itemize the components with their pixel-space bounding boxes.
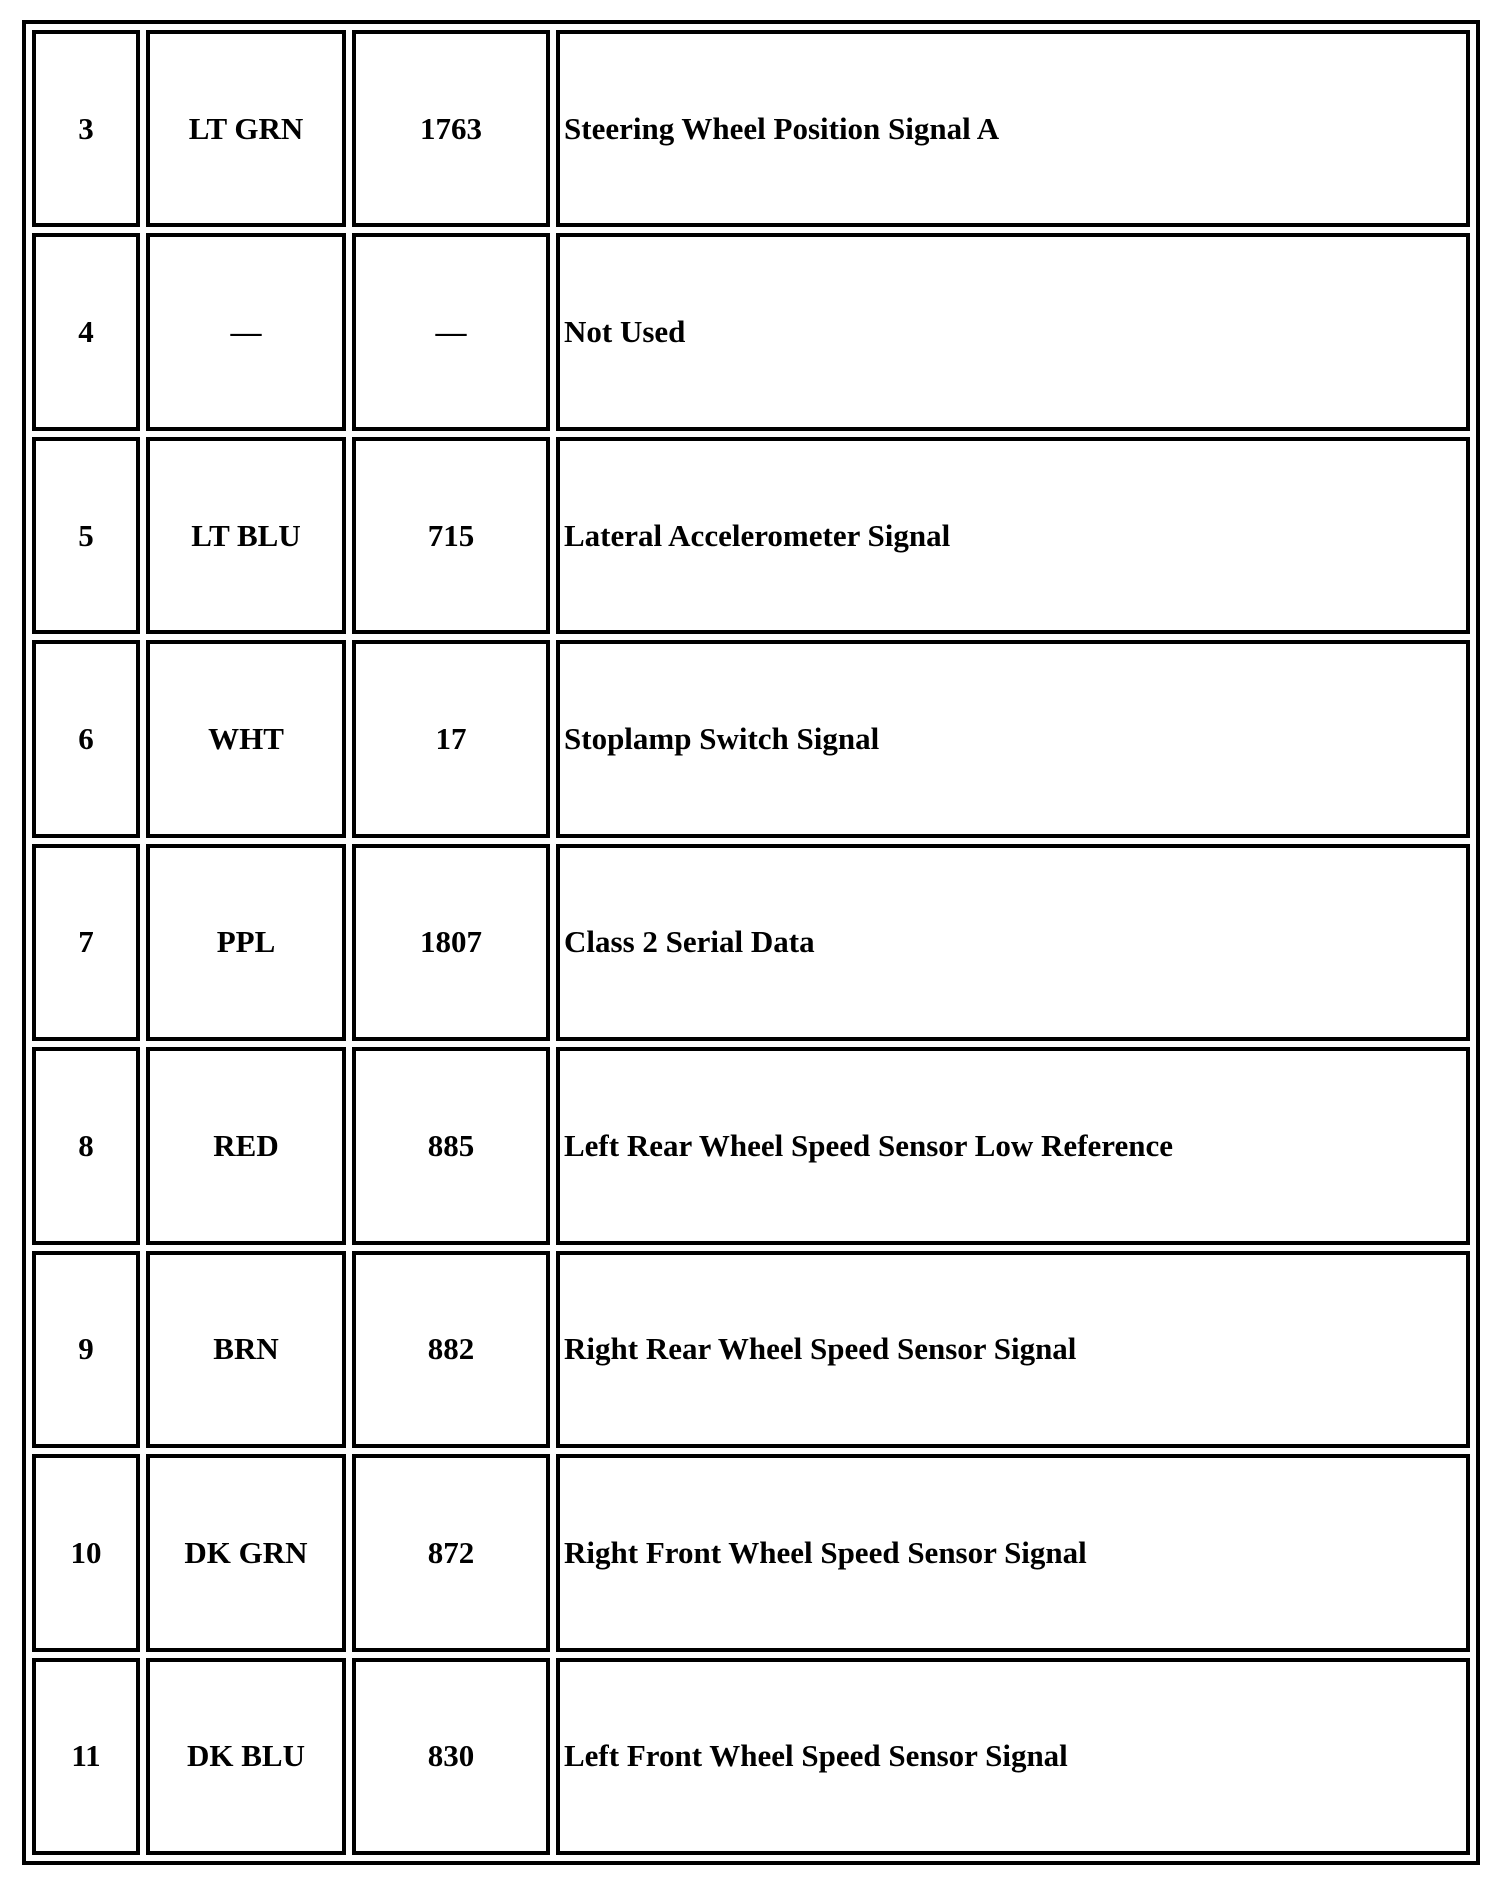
wire-color-cell: DK BLU bbox=[146, 1658, 346, 1856]
circuit-number-cell: 17 bbox=[352, 640, 550, 837]
table-row bbox=[32, 1658, 1470, 1856]
circuit-number-cell: 830 bbox=[352, 1658, 550, 1856]
function-cell: Class 2 Serial Data bbox=[556, 844, 1470, 1041]
wire-color-cell: LT BLU bbox=[146, 437, 346, 634]
circuit-number-cell: 885 bbox=[352, 1047, 550, 1244]
circuit-number-cell: 1807 bbox=[352, 844, 550, 1041]
table-row bbox=[32, 844, 1470, 1041]
wire-color-cell: RED bbox=[146, 1047, 346, 1244]
function-cell: Lateral Accelerometer Signal bbox=[556, 437, 1470, 634]
wire-color-cell: BRN bbox=[146, 1251, 346, 1448]
table-row bbox=[32, 233, 1470, 430]
pin-number-cell: 8 bbox=[32, 1047, 140, 1244]
wire-color-cell: LT GRN bbox=[146, 30, 346, 227]
pin-number-cell: 9 bbox=[32, 1251, 140, 1448]
pin-number-cell: 5 bbox=[32, 437, 140, 634]
pin-number-cell: 11 bbox=[32, 1658, 140, 1856]
pin-number-cell: 10 bbox=[32, 1454, 140, 1651]
function-cell: Left Rear Wheel Speed Sensor Low Reference bbox=[556, 1047, 1470, 1244]
function-cell: Right Front Wheel Speed Sensor Signal bbox=[556, 1454, 1470, 1651]
table-row bbox=[32, 640, 1470, 837]
wire-color-cell: PPL bbox=[146, 844, 346, 1041]
table-row bbox=[32, 1454, 1470, 1651]
table-row bbox=[32, 1251, 1470, 1448]
pin-number-cell: 7 bbox=[32, 844, 140, 1041]
circuit-number-cell: 872 bbox=[352, 1454, 550, 1651]
function-cell: Steering Wheel Position Signal A bbox=[556, 30, 1470, 227]
circuit-number-cell: 1763 bbox=[352, 30, 550, 227]
pin-number-cell: 3 bbox=[32, 30, 140, 227]
table-row bbox=[32, 1047, 1470, 1244]
function-cell: Left Front Wheel Speed Sensor Signal bbox=[556, 1658, 1470, 1856]
pin-number-cell: 4 bbox=[32, 233, 140, 430]
circuit-number-cell: 715 bbox=[352, 437, 550, 634]
circuit-number-cell: 882 bbox=[352, 1251, 550, 1448]
table-row bbox=[32, 437, 1470, 634]
wire-color-cell: DK GRN bbox=[146, 1454, 346, 1651]
function-cell: Stoplamp Switch Signal bbox=[556, 640, 1470, 837]
wire-color-cell: WHT bbox=[146, 640, 346, 837]
function-cell: Not Used bbox=[556, 233, 1470, 430]
table-row bbox=[32, 30, 1470, 227]
function-cell: Right Rear Wheel Speed Sensor Signal bbox=[556, 1251, 1470, 1448]
pin-number-cell: 6 bbox=[32, 640, 140, 837]
connector-pinout-table bbox=[22, 20, 1480, 1865]
circuit-number-cell: — bbox=[352, 233, 550, 430]
wire-color-cell: — bbox=[146, 233, 346, 430]
